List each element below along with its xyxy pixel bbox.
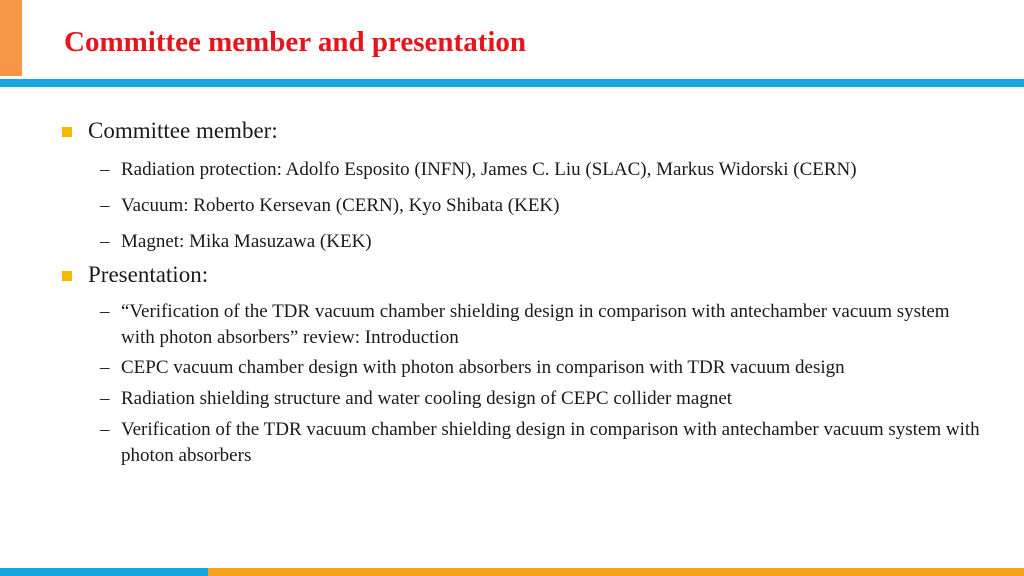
list-item: Radiation protection: Adolfo Esposito (INFN), James C. Liu (SLAC), Markus Widorski (CERN) <box>121 159 857 180</box>
list-item: CEPC vacuum chamber design with photon absorbers in comparison with TDR vacuum design <box>121 357 845 378</box>
list-item: Vacuum: Roberto Kersevan (CERN), Kyo Shibata (KEK) <box>121 195 560 216</box>
dash-icon: – <box>100 231 110 252</box>
dash-icon: – <box>100 419 110 440</box>
list-item: Magnet: Mika Masuzawa (KEK) <box>121 231 372 252</box>
section-heading-committee: Committee member: <box>88 118 278 143</box>
list-item: Verification of the TDR vacuum chamber shielding design in comparison with antechamber vacuum system with photon absorbers <box>121 419 980 466</box>
list-item: Radiation shielding structure and water cooling design of CEPC collider magnet <box>121 388 733 409</box>
dash-icon: – <box>100 159 110 180</box>
slide-title: Committee member and presentation <box>64 26 527 58</box>
list-item: “Verification of the TDR vacuum chamber shielding design in comparison with antechamber vacuum system with photon absorbers” review: Introduction <box>121 301 950 348</box>
dash-icon: – <box>100 195 110 216</box>
footer-bar-orange <box>208 568 1024 576</box>
bullet-square-icon <box>62 127 72 137</box>
section-heading-presentation: Presentation: <box>88 262 209 287</box>
bullet-square-icon <box>62 271 72 281</box>
footer-bar-blue <box>0 568 208 576</box>
dash-icon: – <box>100 357 110 378</box>
dash-icon: – <box>100 301 110 322</box>
dash-icon: – <box>100 388 110 409</box>
